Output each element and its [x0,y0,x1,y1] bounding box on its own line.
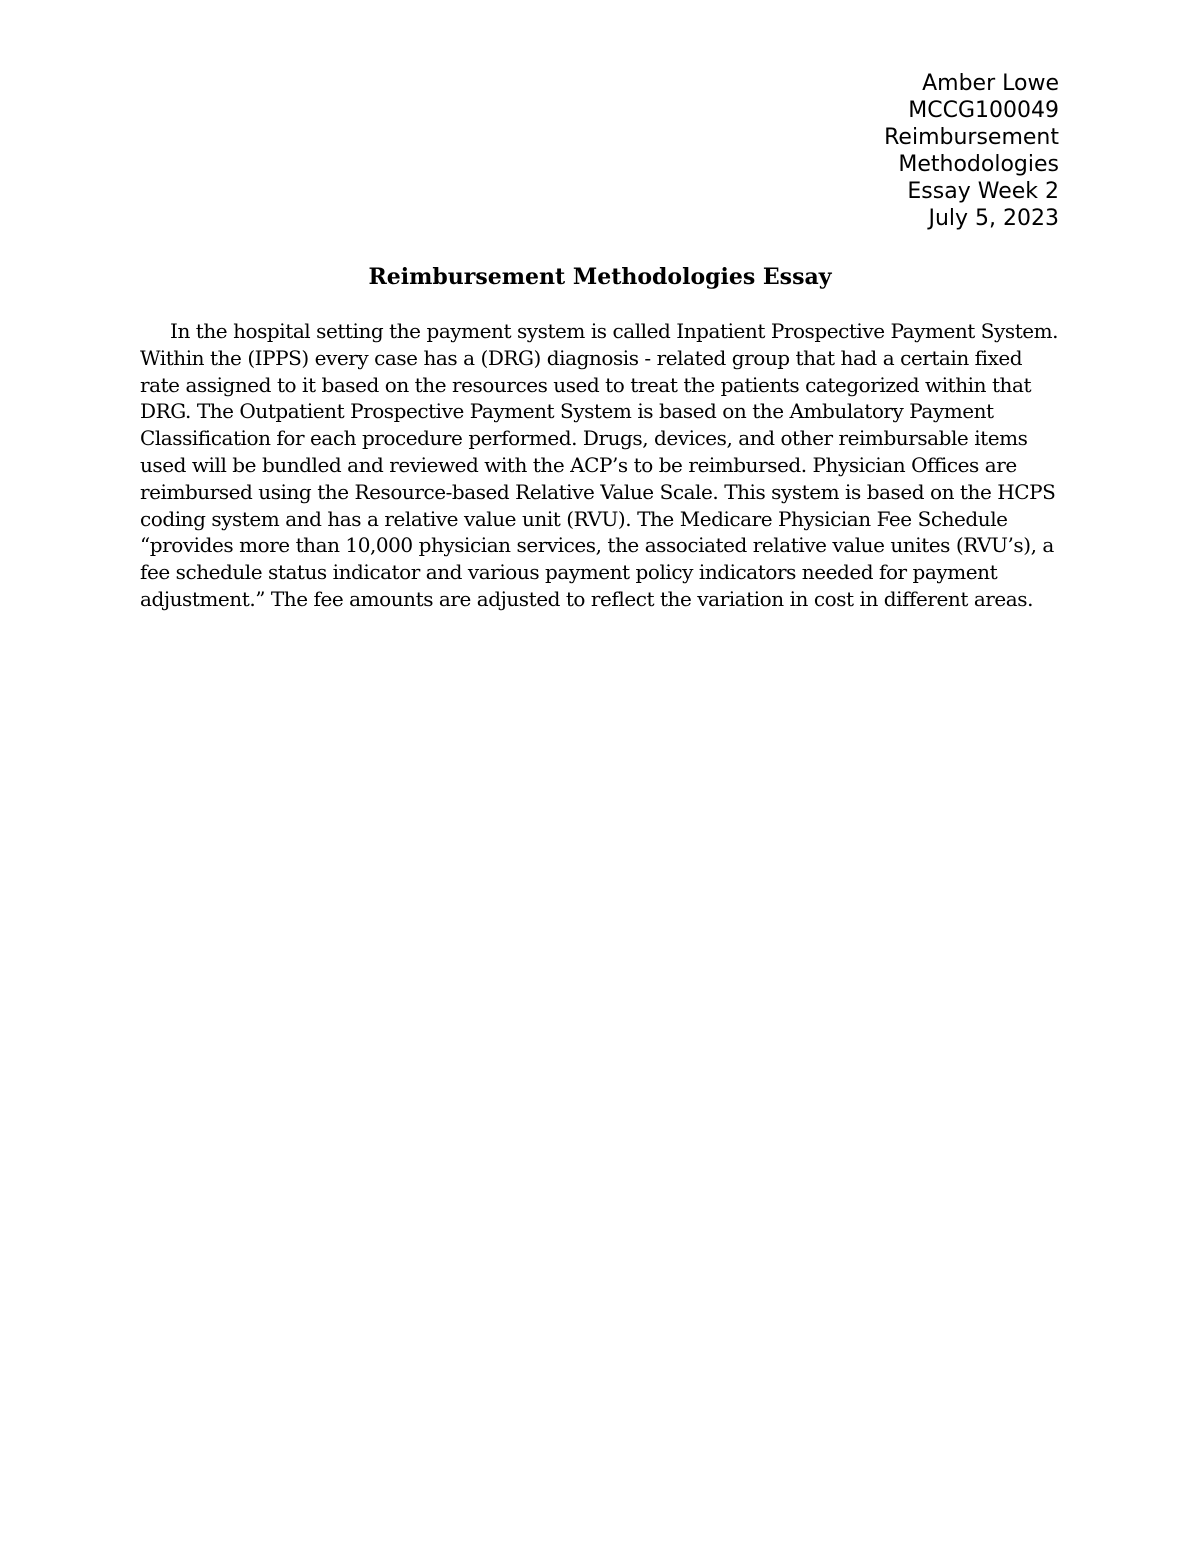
student-id: MCCG100049 [908,98,1059,123]
course-name-line2: Methodologies [898,152,1059,177]
assignment-name: Essay Week 2 [907,179,1059,204]
author-name: Amber Lowe [922,71,1059,96]
assignment-date: July 5, 2023 [928,206,1059,231]
essay-paragraph: In the hospital setting the payment system is called Inpatient Prospective Payment System. Within the (IPPS) every case has a (DRG) diagnosis - related group that had a certain fixed rate assigned to it based on the resources used to treat the patients categorized within that DRG. The Outpatient Prospective Payment System is based on the Ambulatory Payment Classification for each procedure performed. Drugs, devices, and other reimbursable items used will be bundled and reviewed with the ACP’s to be reimbursed. Physician Offices are reimbursed using the Resource-based Relative Value Scale. This system is based on the HCPS coding system and has a relative value unit (RVU). The Medicare Physician Fee Schedule “provides more than 10,000 physician services, the associated relative value unites (RVU’s), a fee schedule status indicator and various payment policy indicators needed for payment adjustment.” The fee amounts are adjusted to reflect the variation in cost in different areas. [140,319,1059,611]
course-name-line1: Reimbursement [884,125,1059,150]
essay-title: Reimbursement Methodologies Essay [368,264,832,290]
author-header [729,70,1059,232]
